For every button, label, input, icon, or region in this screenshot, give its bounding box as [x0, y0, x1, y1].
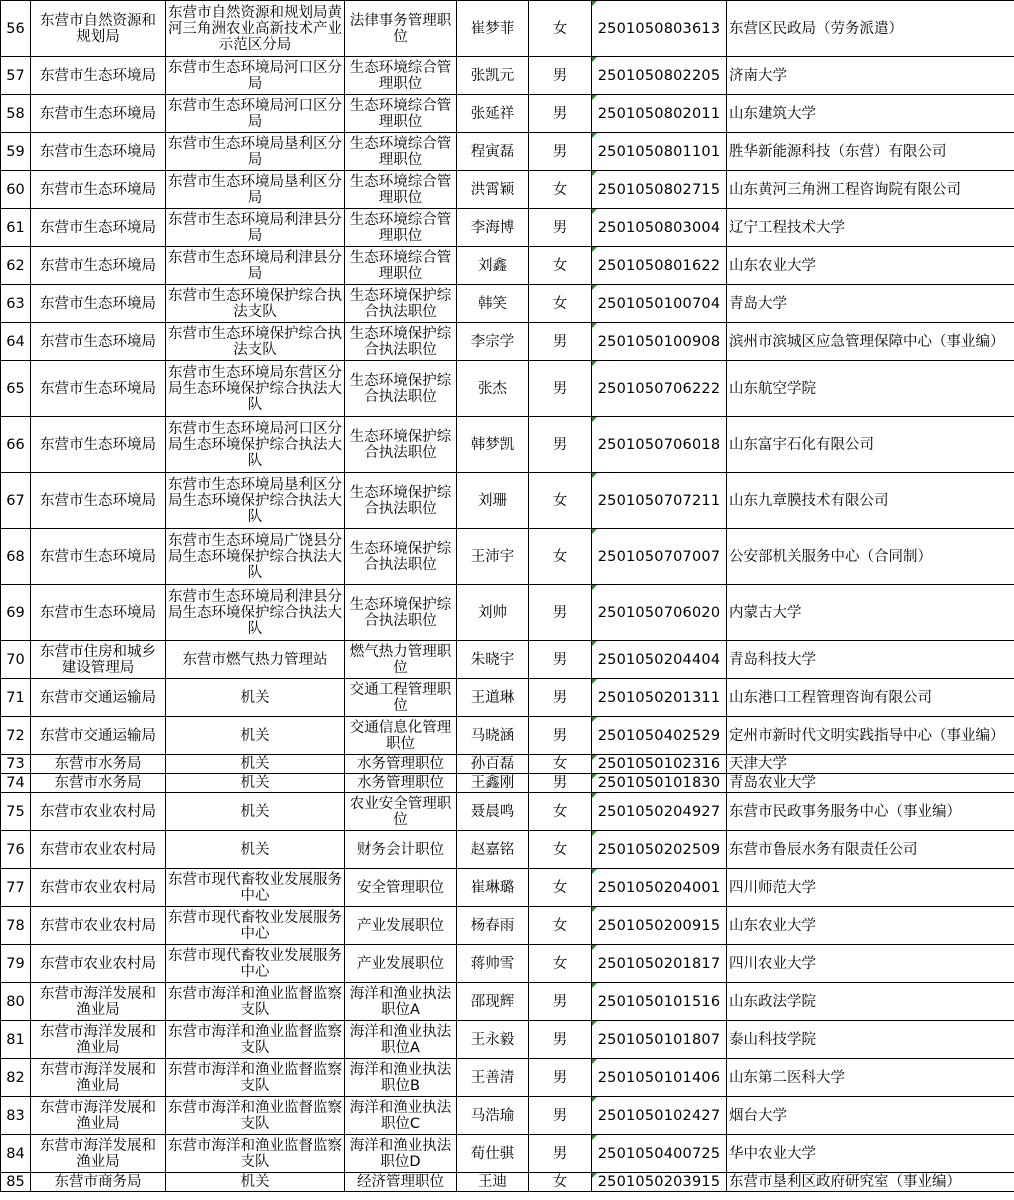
gender-cell: 男 — [529, 1097, 592, 1135]
unit-cell: 东营市生态环境局广饶县分局生态环境保护综合执法大队 — [166, 529, 345, 585]
department-cell: 东营市水务局 — [31, 774, 166, 793]
department-cell: 东营市生态环境局 — [31, 247, 166, 285]
workplace-cell: 山东九章膜技术有限公司 — [727, 473, 1014, 529]
workplace-cell: 四川师范大学 — [727, 869, 1014, 907]
unit-cell: 东营市生态环境保护综合执法支队 — [166, 285, 345, 323]
name-cell: 程寅磊 — [457, 133, 529, 171]
position-cell: 安全管理职位 — [345, 869, 457, 907]
unit-cell: 东营市生态环境局东营区分局生态环境保护综合执法大队 — [166, 361, 345, 417]
table-row — [1, 171, 1014, 209]
workplace-cell: 山东第二医科大学 — [727, 1059, 1014, 1097]
position-cell: 农业安全管理职位 — [345, 793, 457, 831]
table-row — [1, 755, 1014, 774]
position-cell: 财务会计职位 — [345, 831, 457, 869]
row-number: 66 — [1, 417, 31, 473]
position-cell: 生态环境保护综合执法职位 — [345, 323, 457, 361]
gender-cell: 男 — [529, 417, 592, 473]
exam-id-cell: 2501050204927 — [592, 793, 727, 831]
department-cell: 东营市生态环境局 — [31, 133, 166, 171]
department-cell: 东营市生态环境局 — [31, 585, 166, 641]
row-number: 82 — [1, 1059, 31, 1097]
unit-cell: 东营市生态环境局垦利区分局 — [166, 171, 345, 209]
department-cell: 东营市生态环境局 — [31, 285, 166, 323]
department-cell: 东营市生态环境局 — [31, 529, 166, 585]
exam-id-cell: 2501050802715 — [592, 171, 727, 209]
department-cell: 东营市生态环境局 — [31, 323, 166, 361]
name-cell: 蒋帅雪 — [457, 945, 529, 983]
table-row — [1, 57, 1014, 95]
gender-cell: 女 — [529, 247, 592, 285]
table-row — [1, 209, 1014, 247]
unit-cell: 东营市现代畜牧业发展服务中心 — [166, 907, 345, 945]
exam-id-cell: 2501050201817 — [592, 945, 727, 983]
gender-cell: 男 — [529, 95, 592, 133]
name-cell: 王迪 — [457, 1173, 529, 1192]
workplace-cell: 山东黄河三角洲工程咨询院有限公司 — [727, 171, 1014, 209]
row-number: 56 — [1, 1, 31, 57]
row-number: 81 — [1, 1021, 31, 1059]
department-cell: 东营市水务局 — [31, 755, 166, 774]
position-cell: 经济管理职位 — [345, 1173, 457, 1192]
exam-id-cell: 2501050706018 — [592, 417, 727, 473]
name-cell: 李宗学 — [457, 323, 529, 361]
table-row — [1, 641, 1014, 679]
table-row — [1, 473, 1014, 529]
exam-id-cell: 2501050101406 — [592, 1059, 727, 1097]
row-number: 58 — [1, 95, 31, 133]
name-cell: 马晓涵 — [457, 717, 529, 755]
row-number: 83 — [1, 1097, 31, 1135]
position-cell: 海洋和渔业执法职位A — [345, 983, 457, 1021]
exam-id-cell: 2501050400725 — [592, 1135, 727, 1173]
position-cell: 生态环境保护综合执法职位 — [345, 285, 457, 323]
workplace-cell: 山东航空学院 — [727, 361, 1014, 417]
name-cell: 韩梦凯 — [457, 417, 529, 473]
table-row — [1, 945, 1014, 983]
exam-id-cell: 2501050802205 — [592, 57, 727, 95]
unit-cell: 东营市海洋和渔业监督监察支队 — [166, 1021, 345, 1059]
unit-cell: 东营市生态环境局垦利区分局 — [166, 133, 345, 171]
position-cell: 海洋和渔业执法职位A — [345, 1021, 457, 1059]
workplace-cell: 青岛大学 — [727, 285, 1014, 323]
exam-id-cell: 2501050204001 — [592, 869, 727, 907]
unit-cell: 东营市海洋和渔业监督监察支队 — [166, 1059, 345, 1097]
exam-id-cell: 2501050706222 — [592, 361, 727, 417]
table-row — [1, 679, 1014, 717]
gender-cell: 女 — [529, 1173, 592, 1192]
name-cell: 韩笑 — [457, 285, 529, 323]
name-cell: 张凯元 — [457, 57, 529, 95]
table-row — [1, 133, 1014, 171]
workplace-cell: 东营市民政事务服务中心（事业编） — [727, 793, 1014, 831]
name-cell: 李海博 — [457, 209, 529, 247]
position-cell: 生态环境综合管理职位 — [345, 133, 457, 171]
workplace-cell: 济南大学 — [727, 57, 1014, 95]
gender-cell: 女 — [529, 945, 592, 983]
name-cell: 王善清 — [457, 1059, 529, 1097]
unit-cell: 机关 — [166, 793, 345, 831]
unit-cell: 机关 — [166, 774, 345, 793]
name-cell: 张延祥 — [457, 95, 529, 133]
department-cell: 东营市自然资源和规划局 — [31, 1, 166, 57]
gender-cell: 女 — [529, 285, 592, 323]
unit-cell: 东营市燃气热力管理站 — [166, 641, 345, 679]
row-number: 75 — [1, 793, 31, 831]
unit-cell: 东营市现代畜牧业发展服务中心 — [166, 945, 345, 983]
unit-cell: 机关 — [166, 717, 345, 755]
workplace-cell: 辽宁工程技术大学 — [727, 209, 1014, 247]
unit-cell: 机关 — [166, 679, 345, 717]
gender-cell: 男 — [529, 1021, 592, 1059]
department-cell: 东营市海洋发展和渔业局 — [31, 1097, 166, 1135]
workplace-cell: 公安部机关服务中心（合同制） — [727, 529, 1014, 585]
unit-cell: 机关 — [166, 755, 345, 774]
position-cell: 生态环境保护综合执法职位 — [345, 585, 457, 641]
department-cell: 东营市交通运输局 — [31, 679, 166, 717]
row-number: 69 — [1, 585, 31, 641]
unit-cell: 东营市生态环境保护综合执法支队 — [166, 323, 345, 361]
table-row — [1, 285, 1014, 323]
workplace-cell: 山东农业大学 — [727, 907, 1014, 945]
table-row — [1, 1021, 1014, 1059]
table-row — [1, 95, 1014, 133]
unit-cell: 东营市生态环境局利津县分局生态环境保护综合执法大队 — [166, 585, 345, 641]
name-cell: 张杰 — [457, 361, 529, 417]
gender-cell: 男 — [529, 774, 592, 793]
exam-id-cell: 2501050201311 — [592, 679, 727, 717]
gender-cell: 男 — [529, 717, 592, 755]
name-cell: 王永毅 — [457, 1021, 529, 1059]
row-number: 80 — [1, 983, 31, 1021]
workplace-cell: 山东港口工程管理咨询有限公司 — [727, 679, 1014, 717]
gender-cell: 女 — [529, 869, 592, 907]
gender-cell: 男 — [529, 57, 592, 95]
department-cell: 东营市海洋发展和渔业局 — [31, 1059, 166, 1097]
position-cell: 交通工程管理职位 — [345, 679, 457, 717]
table-row — [1, 1, 1014, 57]
workplace-cell: 华中农业大学 — [727, 1135, 1014, 1173]
row-number: 67 — [1, 473, 31, 529]
table-row — [1, 323, 1014, 361]
department-cell: 东营市农业农村局 — [31, 945, 166, 983]
gender-cell: 女 — [529, 473, 592, 529]
table-row — [1, 585, 1014, 641]
row-number: 76 — [1, 831, 31, 869]
table-body — [1, 1, 1014, 1192]
table-row — [1, 1097, 1014, 1135]
unit-cell: 东营市生态环境局垦利区分局生态环境保护综合执法大队 — [166, 473, 345, 529]
row-number: 62 — [1, 247, 31, 285]
position-cell: 生态环境保护综合执法职位 — [345, 417, 457, 473]
exam-id-cell: 2501050101830 — [592, 774, 727, 793]
gender-cell: 女 — [529, 1, 592, 57]
name-cell: 荀仕骐 — [457, 1135, 529, 1173]
exam-id-cell: 2501050204404 — [592, 641, 727, 679]
exam-id-cell: 2501050202509 — [592, 831, 727, 869]
gender-cell: 女 — [529, 755, 592, 774]
gender-cell: 男 — [529, 1135, 592, 1173]
position-cell: 生态环境保护综合执法职位 — [345, 361, 457, 417]
position-cell: 生态环境综合管理职位 — [345, 247, 457, 285]
row-number: 60 — [1, 171, 31, 209]
position-cell: 产业发展职位 — [345, 907, 457, 945]
department-cell: 东营市生态环境局 — [31, 473, 166, 529]
table-row — [1, 717, 1014, 755]
name-cell: 刘珊 — [457, 473, 529, 529]
department-cell: 东营市生态环境局 — [31, 95, 166, 133]
row-number: 78 — [1, 907, 31, 945]
unit-cell: 东营市海洋和渔业监督监察支队 — [166, 1135, 345, 1173]
row-number: 79 — [1, 945, 31, 983]
workplace-cell: 内蒙古大学 — [727, 585, 1014, 641]
workplace-cell: 东营市鲁辰水务有限责任公司 — [727, 831, 1014, 869]
workplace-cell: 青岛科技大学 — [727, 641, 1014, 679]
table-row — [1, 907, 1014, 945]
department-cell: 东营市生态环境局 — [31, 171, 166, 209]
table-row — [1, 247, 1014, 285]
unit-cell: 东营市生态环境局利津县分局 — [166, 209, 345, 247]
workplace-cell: 天津大学 — [727, 755, 1014, 774]
position-cell: 海洋和渔业执法职位C — [345, 1097, 457, 1135]
table-row — [1, 1173, 1014, 1192]
gender-cell: 女 — [529, 171, 592, 209]
name-cell: 王鑫刚 — [457, 774, 529, 793]
name-cell: 赵嘉铭 — [457, 831, 529, 869]
gender-cell: 男 — [529, 983, 592, 1021]
row-number: 71 — [1, 679, 31, 717]
name-cell: 刘鑫 — [457, 247, 529, 285]
table-row — [1, 417, 1014, 473]
department-cell: 东营市交通运输局 — [31, 717, 166, 755]
row-number: 85 — [1, 1173, 31, 1192]
position-cell: 水务管理职位 — [345, 755, 457, 774]
exam-id-cell: 2501050203915 — [592, 1173, 727, 1192]
gender-cell: 男 — [529, 585, 592, 641]
table-row — [1, 793, 1014, 831]
row-number: 73 — [1, 755, 31, 774]
unit-cell: 东营市自然资源和规划局黄河三角洲农业高新技术产业示范区分局 — [166, 1, 345, 57]
name-cell: 朱晓宇 — [457, 641, 529, 679]
row-number: 61 — [1, 209, 31, 247]
row-number: 57 — [1, 57, 31, 95]
exam-id-cell: 2501050707211 — [592, 473, 727, 529]
name-cell: 孙百磊 — [457, 755, 529, 774]
position-cell: 燃气热力管理职位 — [345, 641, 457, 679]
workplace-cell: 泰山科技学院 — [727, 1021, 1014, 1059]
exam-id-cell: 2501050200915 — [592, 907, 727, 945]
name-cell: 王道琳 — [457, 679, 529, 717]
position-cell: 产业发展职位 — [345, 945, 457, 983]
row-number: 84 — [1, 1135, 31, 1173]
unit-cell: 机关 — [166, 1173, 345, 1192]
department-cell: 东营市农业农村局 — [31, 793, 166, 831]
row-number: 70 — [1, 641, 31, 679]
unit-cell: 东营市海洋和渔业监督监察支队 — [166, 1097, 345, 1135]
position-cell: 生态环境保护综合执法职位 — [345, 529, 457, 585]
table-row — [1, 1059, 1014, 1097]
gender-cell: 女 — [529, 831, 592, 869]
department-cell: 东营市生态环境局 — [31, 417, 166, 473]
name-cell: 崔梦菲 — [457, 1, 529, 57]
name-cell: 马浩瑜 — [457, 1097, 529, 1135]
exam-id-cell: 2501050803004 — [592, 209, 727, 247]
exam-id-cell: 2501050707007 — [592, 529, 727, 585]
name-cell: 杨春雨 — [457, 907, 529, 945]
name-cell: 邵现辉 — [457, 983, 529, 1021]
name-cell: 聂晨鸣 — [457, 793, 529, 831]
gender-cell: 男 — [529, 323, 592, 361]
exam-id-cell: 2501050102427 — [592, 1097, 727, 1135]
row-number: 63 — [1, 285, 31, 323]
unit-cell: 东营市生态环境局河口区分局 — [166, 57, 345, 95]
row-number: 77 — [1, 869, 31, 907]
gender-cell: 女 — [529, 529, 592, 585]
workplace-cell: 山东建筑大学 — [727, 95, 1014, 133]
department-cell: 东营市海洋发展和渔业局 — [31, 983, 166, 1021]
table-row — [1, 869, 1014, 907]
table-row — [1, 529, 1014, 585]
department-cell: 东营市商务局 — [31, 1173, 166, 1192]
gender-cell: 女 — [529, 907, 592, 945]
workplace-cell: 山东富宇石化有限公司 — [727, 417, 1014, 473]
workplace-cell: 四川农业大学 — [727, 945, 1014, 983]
row-number: 68 — [1, 529, 31, 585]
exam-id-cell: 2501050101807 — [592, 1021, 727, 1059]
exam-id-cell: 2501050100908 — [592, 323, 727, 361]
gender-cell: 男 — [529, 679, 592, 717]
position-cell: 水务管理职位 — [345, 774, 457, 793]
position-cell: 生态环境综合管理职位 — [345, 209, 457, 247]
table-row — [1, 774, 1014, 793]
name-cell: 崔琳璐 — [457, 869, 529, 907]
row-number: 59 — [1, 133, 31, 171]
workplace-cell: 定州市新时代文明实践指导中心（事业编） — [727, 717, 1014, 755]
gender-cell: 男 — [529, 1059, 592, 1097]
department-cell: 东营市海洋发展和渔业局 — [31, 1135, 166, 1173]
exam-id-cell: 2501050102316 — [592, 755, 727, 774]
department-cell: 东营市生态环境局 — [31, 209, 166, 247]
workplace-cell: 胜华新能源科技（东营）有限公司 — [727, 133, 1014, 171]
unit-cell: 机关 — [166, 831, 345, 869]
exam-id-cell: 2501050101516 — [592, 983, 727, 1021]
row-number: 74 — [1, 774, 31, 793]
gender-cell: 男 — [529, 209, 592, 247]
department-cell: 东营市农业农村局 — [31, 907, 166, 945]
exam-id-cell: 2501050402529 — [592, 717, 727, 755]
department-cell: 东营市农业农村局 — [31, 869, 166, 907]
table-row — [1, 361, 1014, 417]
workplace-cell: 东营区民政局（劳务派遣） — [727, 1, 1014, 57]
gender-cell: 男 — [529, 133, 592, 171]
unit-cell: 东营市生态环境局利津县分局 — [166, 247, 345, 285]
table-row — [1, 1135, 1014, 1173]
gender-cell: 男 — [529, 361, 592, 417]
name-cell: 洪霄颖 — [457, 171, 529, 209]
workplace-cell: 山东农业大学 — [727, 247, 1014, 285]
exam-id-cell: 2501050706020 — [592, 585, 727, 641]
department-cell: 东营市农业农村局 — [31, 831, 166, 869]
position-cell: 法律事务管理职位 — [345, 1, 457, 57]
workplace-cell: 山东政法学院 — [727, 983, 1014, 1021]
name-cell: 王沛宇 — [457, 529, 529, 585]
exam-id-cell: 2501050801101 — [592, 133, 727, 171]
exam-id-cell: 2501050801622 — [592, 247, 727, 285]
department-cell: 东营市海洋发展和渔业局 — [31, 1021, 166, 1059]
position-cell: 生态环境综合管理职位 — [345, 57, 457, 95]
exam-id-cell: 2501050100704 — [592, 285, 727, 323]
row-number: 65 — [1, 361, 31, 417]
position-cell: 海洋和渔业执法职位D — [345, 1135, 457, 1173]
position-cell: 生态环境综合管理职位 — [345, 95, 457, 133]
table-row — [1, 831, 1014, 869]
unit-cell: 东营市生态环境局河口区分局 — [166, 95, 345, 133]
workplace-cell: 滨州市滨城区应急管理保障中心（事业编） — [727, 323, 1014, 361]
gender-cell: 女 — [529, 793, 592, 831]
position-cell: 交通信息化管理职位 — [345, 717, 457, 755]
workplace-cell: 东营市垦利区政府研究室（事业编） — [727, 1173, 1014, 1192]
row-number: 64 — [1, 323, 31, 361]
department-cell: 东营市住房和城乡建设管理局 — [31, 641, 166, 679]
table-row — [1, 983, 1014, 1021]
workplace-cell: 烟台大学 — [727, 1097, 1014, 1135]
department-cell: 东营市生态环境局 — [31, 57, 166, 95]
workplace-cell: 青岛农业大学 — [727, 774, 1014, 793]
position-cell: 海洋和渔业执法职位B — [345, 1059, 457, 1097]
exam-id-cell: 2501050803613 — [592, 1, 727, 57]
name-cell: 刘帅 — [457, 585, 529, 641]
row-number: 72 — [1, 717, 31, 755]
unit-cell: 东营市海洋和渔业监督监察支队 — [166, 983, 345, 1021]
unit-cell: 东营市现代畜牧业发展服务中心 — [166, 869, 345, 907]
gender-cell: 男 — [529, 641, 592, 679]
department-cell: 东营市生态环境局 — [31, 361, 166, 417]
position-cell: 生态环境保护综合执法职位 — [345, 473, 457, 529]
position-cell: 生态环境综合管理职位 — [345, 171, 457, 209]
exam-id-cell: 2501050802011 — [592, 95, 727, 133]
unit-cell: 东营市生态环境局河口区分局生态环境保护综合执法大队 — [166, 417, 345, 473]
